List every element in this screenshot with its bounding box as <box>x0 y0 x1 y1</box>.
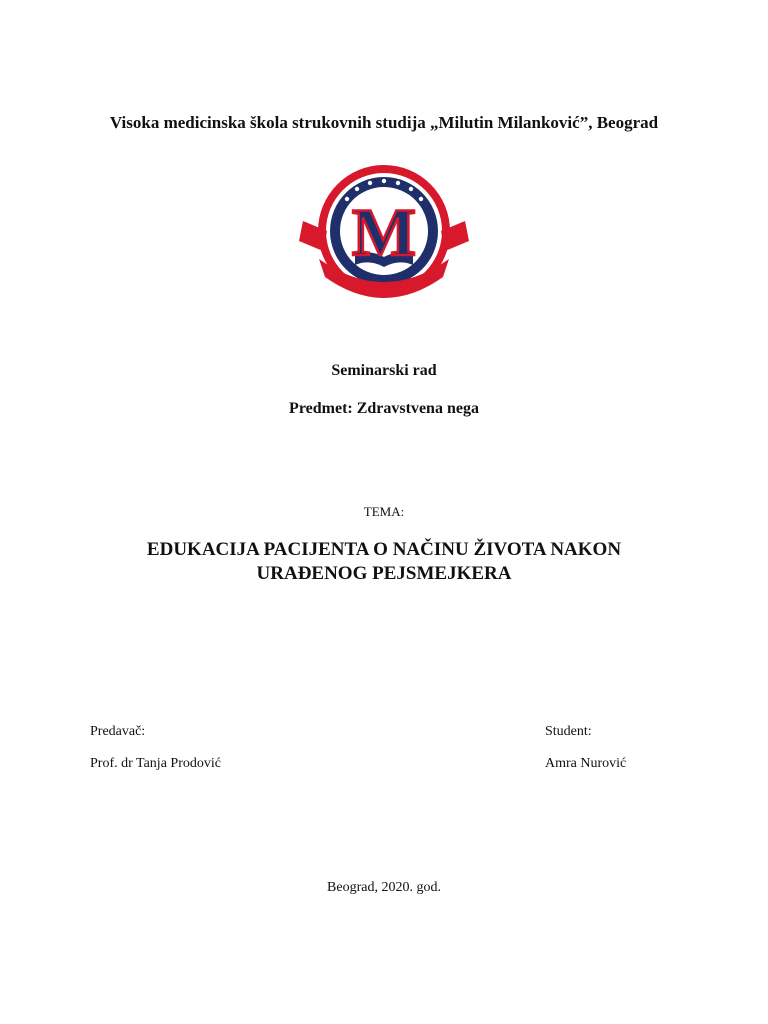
paper-subject: Predmet: Zdravstvena nega <box>289 400 479 417</box>
lecturer-name: Prof. dr Tanja Prodović <box>90 756 221 771</box>
institution-name: Visoka medicinska škola strukovnih studija „Milutin Milanković”, Beograd <box>109 113 659 132</box>
student-name: Amra Nurović <box>545 756 627 771</box>
lecturer-label: Predavač: <box>90 724 146 739</box>
logo-letter: M <box>351 194 417 270</box>
paper-title-line1: EDUKACIJA PACIJENTA O NAČINU ŽIVOTA NAKON <box>146 539 622 560</box>
paper-title-line2: URAĐENOG PEJSMEJKERA <box>256 563 512 584</box>
school-logo <box>297 155 471 311</box>
student-label: Student: <box>545 724 592 739</box>
paper-title <box>0 538 768 586</box>
paper-type: Seminarski rad <box>331 362 437 379</box>
place-date: Beograd, 2020. god. <box>327 880 441 895</box>
topic-label: TEMA: <box>363 504 405 519</box>
school-logo-emblem <box>297 155 471 311</box>
